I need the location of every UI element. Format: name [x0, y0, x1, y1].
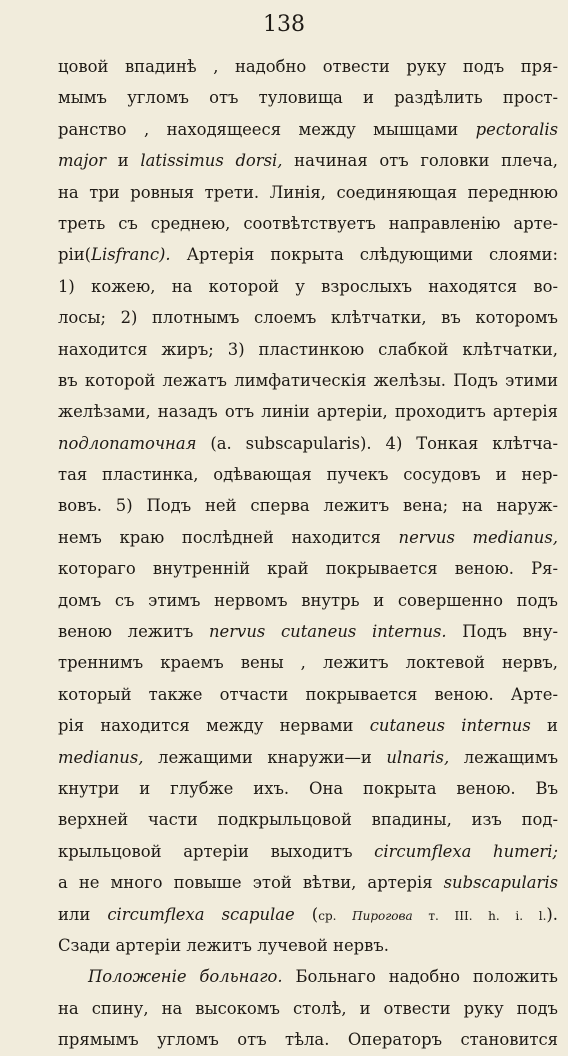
text-line — [58, 710, 558, 741]
text-line — [58, 51, 558, 82]
body-text — [58, 51, 558, 1056]
text-line — [58, 365, 558, 396]
text-segment: ріи( — [58, 245, 92, 265]
text-line — [58, 271, 558, 302]
text-segment: цовой впадинѣ , надобно отвести руку подъ пря- — [58, 57, 558, 76]
text-segment: начиная отъ головки плеча, — [282, 151, 558, 171]
italic-text: подлопаточная — [58, 433, 197, 453]
text-segment: т. III. h. i. l. — [412, 908, 547, 923]
text-line — [58, 208, 558, 239]
italic-text: circumflexa scapulae — [107, 904, 295, 924]
text-segment: ( — [294, 904, 319, 924]
text-segment: немъ краю послѣдней находится — [58, 527, 399, 547]
italic-text: pectoralis — [475, 119, 558, 139]
text-segment: Подъ вну- — [446, 622, 558, 642]
text-segment: Артерія покрыта слѣдующими слоями: — [170, 245, 558, 265]
text-line — [58, 522, 558, 553]
text-segment: или — [58, 904, 108, 924]
text-line — [58, 553, 558, 584]
text-line — [58, 145, 558, 176]
text-segment: находится жиръ; 3) пластинкою слабкой клѣтчатки, — [58, 339, 558, 359]
text-line — [58, 490, 558, 521]
text-line — [58, 679, 558, 710]
italic-text: ulnaris, — [386, 747, 450, 767]
text-segment: мымъ угломъ отъ туловища и раздѣлить прост- — [58, 88, 558, 108]
text-segment: въ которой лежатъ лимфатическія желѣзы. Подъ этими — [58, 370, 558, 390]
italic-text: medianus, — [58, 747, 144, 767]
text-line — [58, 239, 558, 270]
text-segment: и — [106, 151, 141, 171]
italic-text: circumflexa humeri; — [374, 841, 558, 861]
text-line — [58, 742, 558, 773]
text-segment: и — [530, 716, 558, 736]
italic-text: latissimus dorsi, — [140, 151, 283, 171]
text-segment: лежащими кнаружи—и — [143, 747, 387, 767]
text-segment: котораго внутренній край покрывается веною. Ря- — [58, 559, 558, 579]
text-line — [58, 961, 558, 992]
italic-text: nervus medianus, — [398, 527, 558, 547]
text-segment: на спину, на высокомъ столѣ, и отвести руку подъ — [58, 998, 558, 1018]
italic-text: Пирогова — [352, 908, 413, 923]
italic-text: nervus cutaneus internus. — [208, 622, 447, 642]
text-segment: 1) кожею, на которой у взрослыхъ находятся во- — [58, 276, 558, 296]
text-line — [58, 82, 558, 113]
italic-text: cutaneus internus — [369, 716, 531, 736]
text-segment: на три ровныя трети. Линія, соединяющая переднюю — [58, 182, 558, 202]
italic-text: subscapularis — [443, 873, 558, 893]
text-segment: ср. — [318, 908, 353, 923]
text-line — [58, 993, 558, 1024]
text-segment: желѣзами, назадъ отъ линіи артеріи, проходитъ артерія — [58, 402, 558, 422]
text-line — [58, 836, 558, 867]
text-segment: а не много повыше этой вѣтви, артерія — [58, 873, 444, 893]
text-line — [58, 177, 558, 208]
text-line — [58, 930, 558, 961]
text-segment: ). — [546, 904, 558, 924]
text-line — [58, 867, 558, 898]
text-segment: верхней части подкрыльцовой впадины, изъ под- — [58, 810, 558, 830]
text-segment: треть съ среднею, соотвѣтствуетъ направленію арте- — [58, 213, 558, 233]
italic-text: Положеніе больнаго. — [88, 967, 283, 987]
text-segment: Сзади артеріи лежитъ лучевой нервъ. — [58, 935, 390, 955]
text-line — [58, 647, 558, 678]
text-segment: домъ съ этимъ нервомъ внутрь и совершенно подъ — [58, 590, 558, 610]
text-segment: кнутри и глубже ихъ. Она покрыта веною. Въ — [58, 778, 558, 798]
text-line — [58, 428, 558, 459]
text-segment: лосы; 2) плотнымъ слоемъ клѣтчатки, въ которомъ — [58, 308, 558, 328]
text-segment: ранство , находящееся между мышцами — [58, 119, 476, 139]
text-segment: Больнаго надобно положить — [282, 967, 558, 987]
page-number: 138 — [263, 12, 305, 37]
text-segment: треннимъ краемъ вены , лежитъ локтевой нервъ, — [58, 653, 558, 673]
text-line — [58, 585, 558, 616]
text-line — [58, 616, 558, 647]
italic-text: major — [58, 151, 107, 171]
text-line — [58, 899, 558, 930]
text-segment: прямымъ угломъ отъ тѣла. Операторъ становится — [58, 1030, 558, 1050]
text-line — [58, 804, 558, 835]
text-line — [58, 334, 558, 365]
text-segment: (a. subscapularis). 4) Тонкая клѣтча- — [196, 433, 558, 453]
text-segment: тая пластинка, одѣвающая пучекъ сосудовъ и нер- — [58, 465, 558, 485]
text-line — [58, 1024, 558, 1055]
text-line — [58, 302, 558, 333]
text-segment: крыльцовой артеріи выходитъ — [58, 841, 375, 861]
text-line — [58, 773, 558, 804]
text-segment: вовъ. 5) Подъ ней сперва лежитъ вена; на наруж- — [58, 496, 558, 516]
text-line — [58, 459, 558, 490]
text-segment: рія находится между нервами — [58, 716, 370, 736]
text-segment: лежащимъ — [449, 747, 558, 767]
text-segment: который также отчасти покрывается веною. Арте- — [58, 684, 558, 704]
text-segment: веною лежитъ — [58, 622, 209, 642]
italic-text: Lisfranc). — [91, 245, 171, 265]
text-line — [58, 114, 558, 145]
text-line — [58, 396, 558, 427]
